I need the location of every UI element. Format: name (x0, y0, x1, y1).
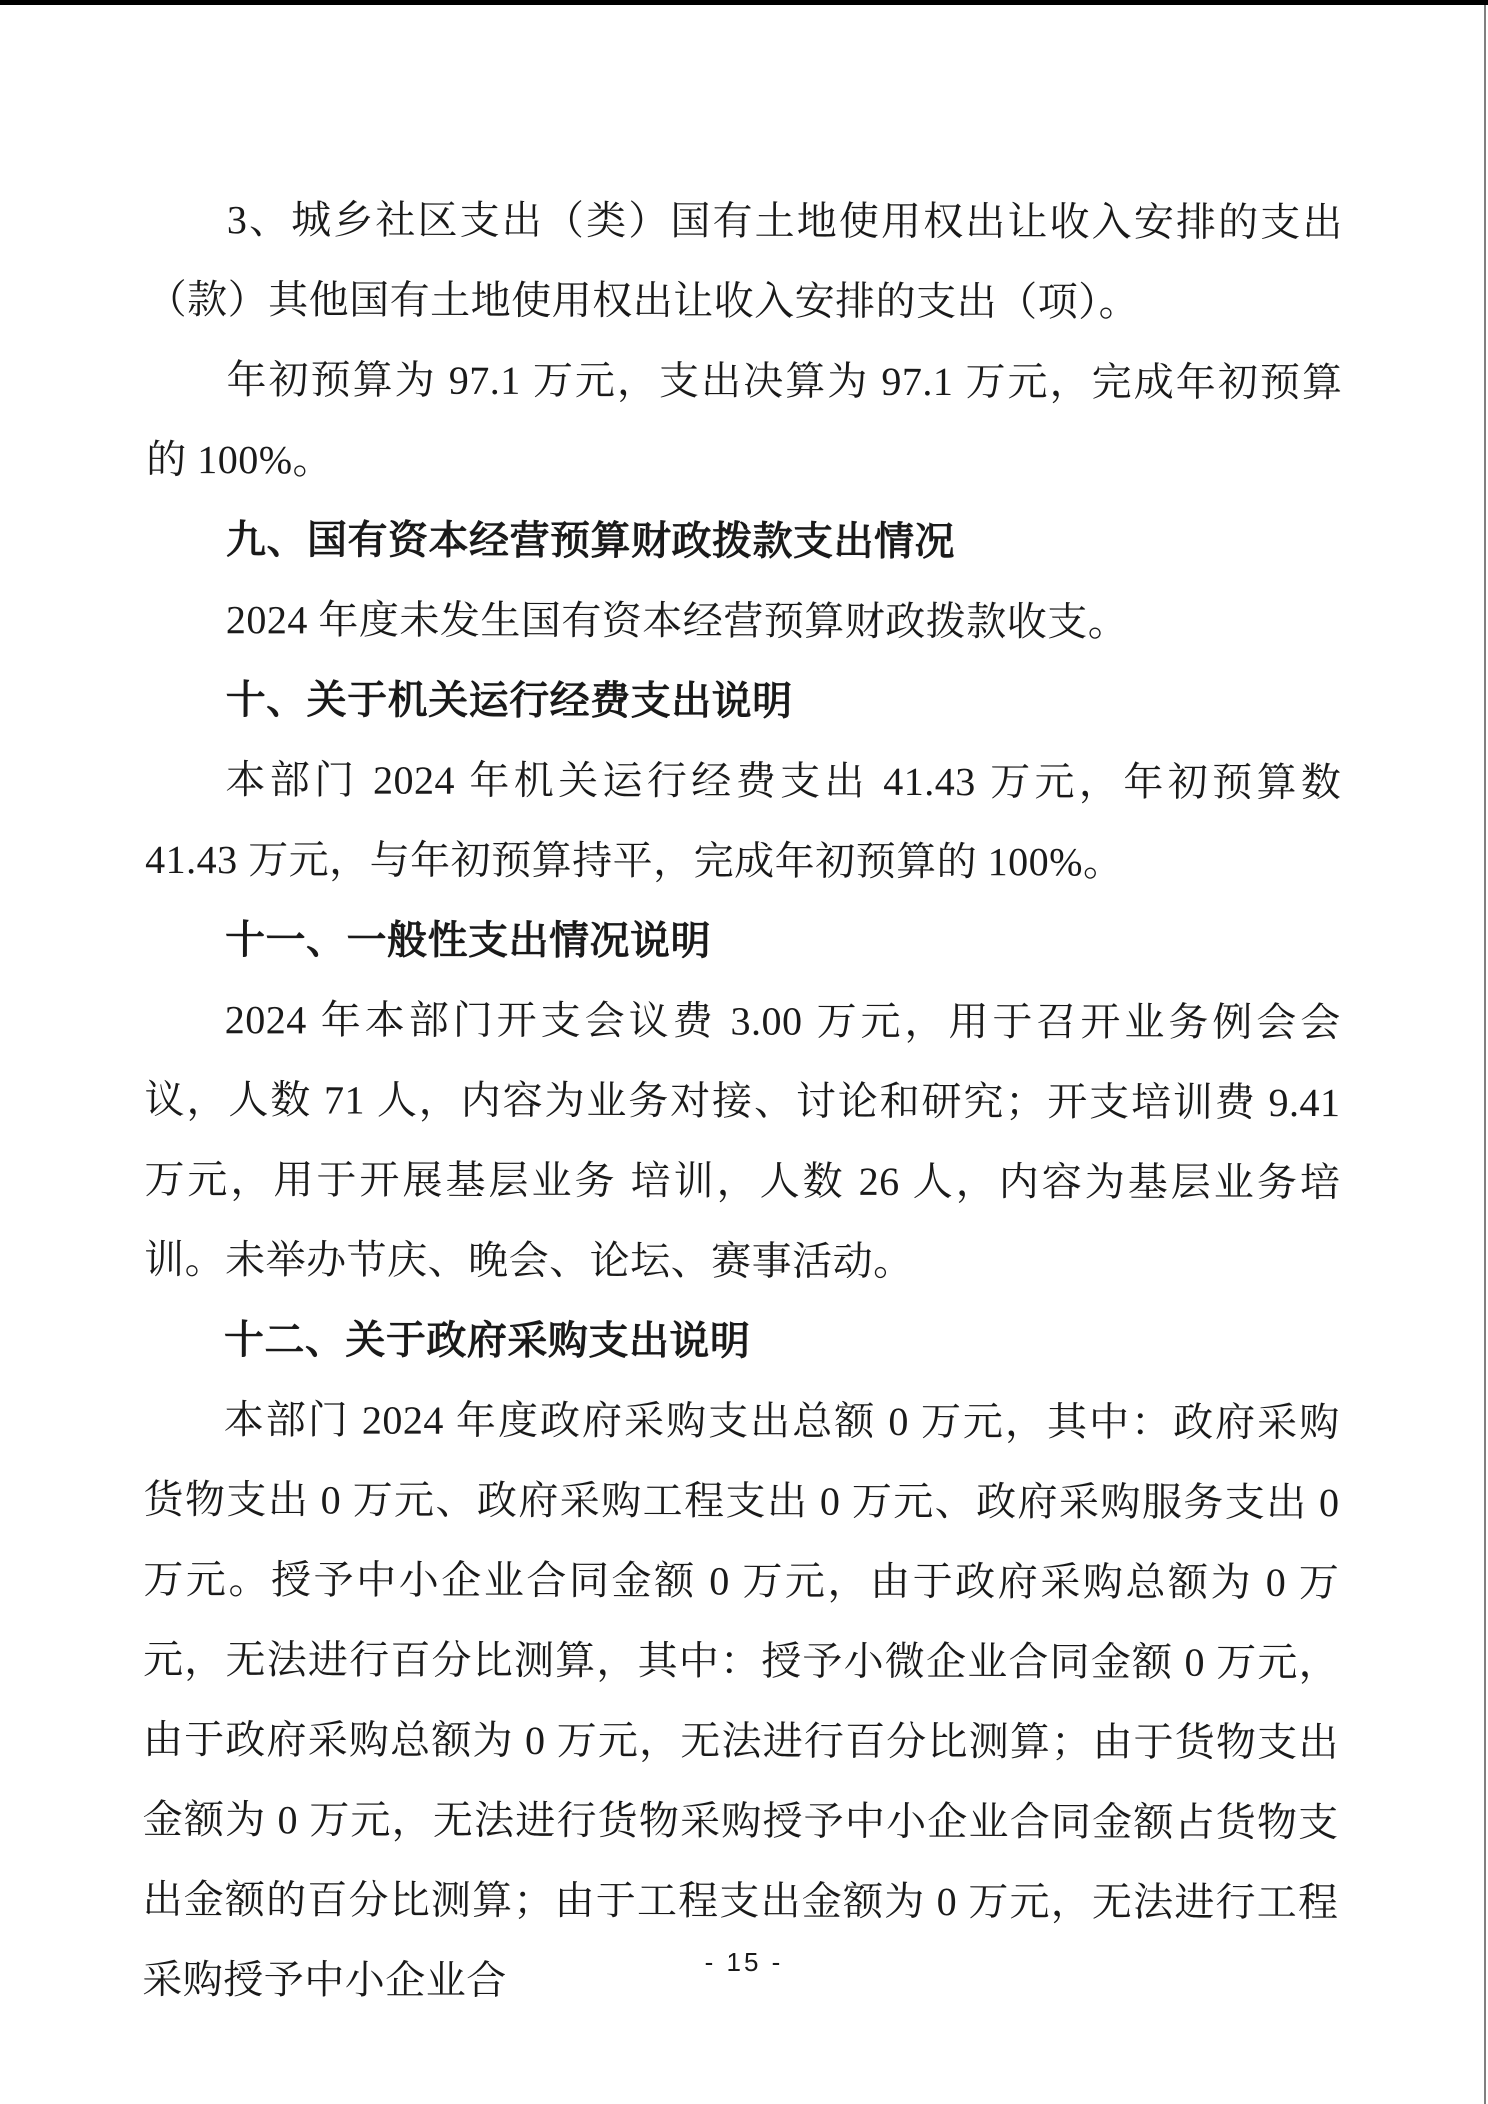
document-content (142, 180, 1343, 2023)
section-heading: 十二、关于政府采购支出说明 (223, 1318, 751, 1364)
paragraph: 2024 年本部门开支会议费 3.00 万元，用于召开业务例会会议，人数 71 人，内容为业务对接、讨论和研究；开支培训费 9.41 万元，用于开展基层业务 培训，人数 26 人，内容为基层业务培训。未举办节庆、晚会、论坛、赛事活动。 (144, 997, 1341, 1285)
scan-artifact-right-line (1484, 5, 1486, 2104)
paragraph: 本部门 2024 年机关运行经费支出 41.43 万元，年初预算数 41.43 万元，与年初预算持平，完成年初预算的 100%。 (145, 757, 1342, 885)
section-heading: 十、关于机关运行经费支出说明 (225, 678, 793, 724)
paragraph: 本部门 2024 年度政府采购支出总额 0 万元，其中：政府采购货物支出 0 万元、政府采购工程支出 0 万元、政府采购服务支出 0 万元。授予中小企业合同金额 0 万元，由于政府采购总额为 0 万元，无法进行百分比测算，其中：授予小微企业合同金额 0 万元，由于政府采购总额为 0 万元，无法进行百分比测算；由于货物支出金额为 0 万元，无法进行货物采购授予中小企业合同金额占货物支出金额的百分比测算；由于工程支出金额为 0 万元，无法进行工程采购授予中小企业合 (142, 1397, 1340, 2003)
section-heading: 九、国有资本经营预算财政拨款支出情况 (225, 518, 956, 565)
page-number: - 15 - (704, 1947, 784, 1977)
paragraph: 3、城乡社区支出（类）国有土地使用权出让收入安排的支出（款）其他国有土地使用权出让收入安排的支出（项）。 (146, 197, 1343, 325)
section-heading: 十一、一般性支出情况说明 (224, 918, 712, 964)
paragraph: 年初预算为 97.1 万元，支出决算为 97.1 万元，完成年初预算的 100%。 (146, 357, 1343, 483)
page-footer (0, 1948, 1488, 1976)
paragraph: 2024 年度未发生国有资本经营预算财政拨款收支。 (225, 597, 1129, 645)
scan-artifact-top-bar (0, 0, 1488, 5)
